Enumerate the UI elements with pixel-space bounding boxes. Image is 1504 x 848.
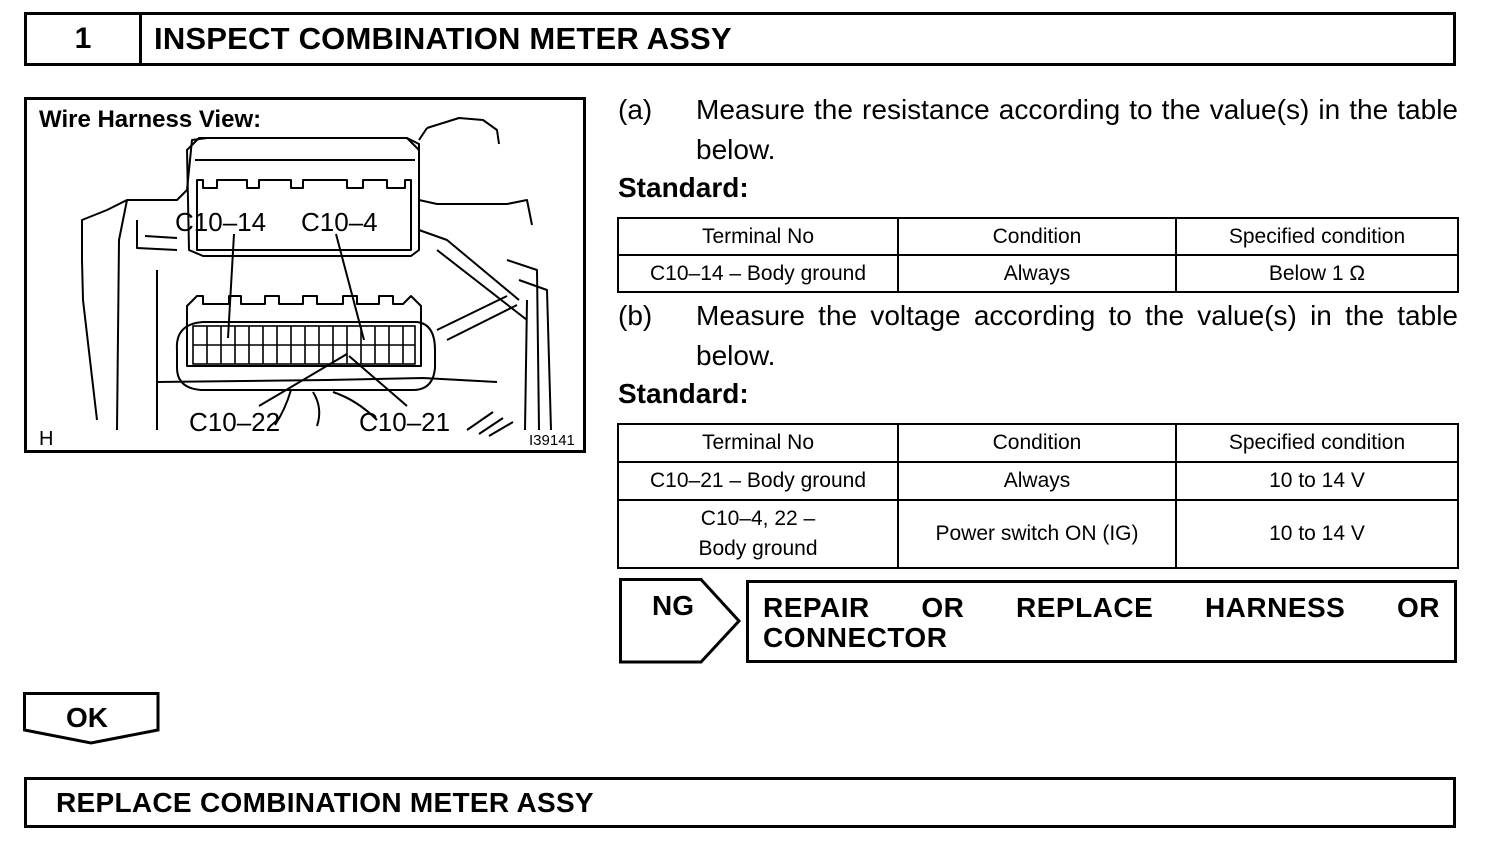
instruction-b <box>618 296 1458 376</box>
instruction-a-label: (a) <box>618 94 653 125</box>
instruction-b-text: Measure the voltage according to the value(s) in the table below. <box>696 300 1458 371</box>
label-c10-22: C10–22 <box>189 407 281 437</box>
header-specified-condition: Specified condition <box>1176 218 1458 255</box>
cell-condition: Always <box>898 462 1176 500</box>
standard-label-b: Standard: <box>618 378 749 409</box>
cell-terminal <box>618 500 898 568</box>
table-row <box>618 255 1458 292</box>
resistance-table <box>617 217 1459 293</box>
wire-harness-illustration <box>24 97 586 453</box>
ng-result-line1 <box>763 593 1440 623</box>
label-c10-14: C10–14 <box>175 207 267 237</box>
illustration-title: Wire Harness View: <box>39 106 262 133</box>
table-header-row <box>618 424 1458 462</box>
ok-label: OK <box>66 702 108 733</box>
header-terminal-no: Terminal No <box>618 218 898 255</box>
ng-word: REPAIR <box>763 592 870 623</box>
instruction-a <box>618 90 1458 170</box>
ng-result-line2: CONNECTOR <box>763 622 948 653</box>
ng-word: OR <box>921 592 965 623</box>
cell-terminal-line1: C10–4, 22 – <box>700 507 816 530</box>
table-row <box>618 500 1458 568</box>
ng-result-box <box>746 580 1457 663</box>
connector-drawing <box>27 100 583 450</box>
header-condition: Condition <box>898 218 1176 255</box>
step-header <box>24 12 1456 66</box>
instruction-b-label: (b) <box>618 300 653 331</box>
corner-mark: H <box>39 428 54 450</box>
header-specified-condition: Specified condition <box>1176 424 1458 462</box>
cell-condition: Power switch ON (IG) <box>898 500 1176 568</box>
table-row <box>618 462 1458 500</box>
ng-label: NG <box>652 590 694 621</box>
figure-code: I39141 <box>529 432 575 449</box>
ng-word: HARNESS <box>1204 592 1346 623</box>
ng-word: OR <box>1397 592 1440 623</box>
instruction-a-text: Measure the resistance according to the value(s) in the table below. <box>696 94 1458 165</box>
header-terminal-no: Terminal No <box>618 424 898 462</box>
header-condition: Condition <box>898 424 1176 462</box>
cell-spec: Below 1 Ω <box>1176 255 1458 292</box>
standard-label-a: Standard: <box>618 172 749 203</box>
cell-condition: Always <box>898 255 1176 292</box>
table-header-row <box>618 218 1458 255</box>
cell-spec: 10 to 14 V <box>1176 500 1458 568</box>
final-action-box: REPLACE COMBINATION METER ASSY <box>24 777 1456 828</box>
cell-spec: 10 to 14 V <box>1176 462 1458 500</box>
step-number: 1 <box>27 15 142 63</box>
cell-terminal: C10–21 – Body ground <box>618 462 898 500</box>
label-c10-21: C10–21 <box>359 407 451 437</box>
cell-terminal: C10–14 – Body ground <box>618 255 898 292</box>
label-c10-4: C10–4 <box>301 207 378 237</box>
voltage-table <box>617 423 1459 569</box>
ng-word: REPLACE <box>1016 592 1154 623</box>
cell-terminal-line2: Body ground <box>698 537 818 560</box>
step-title: INSPECT COMBINATION METER ASSY <box>154 21 732 56</box>
